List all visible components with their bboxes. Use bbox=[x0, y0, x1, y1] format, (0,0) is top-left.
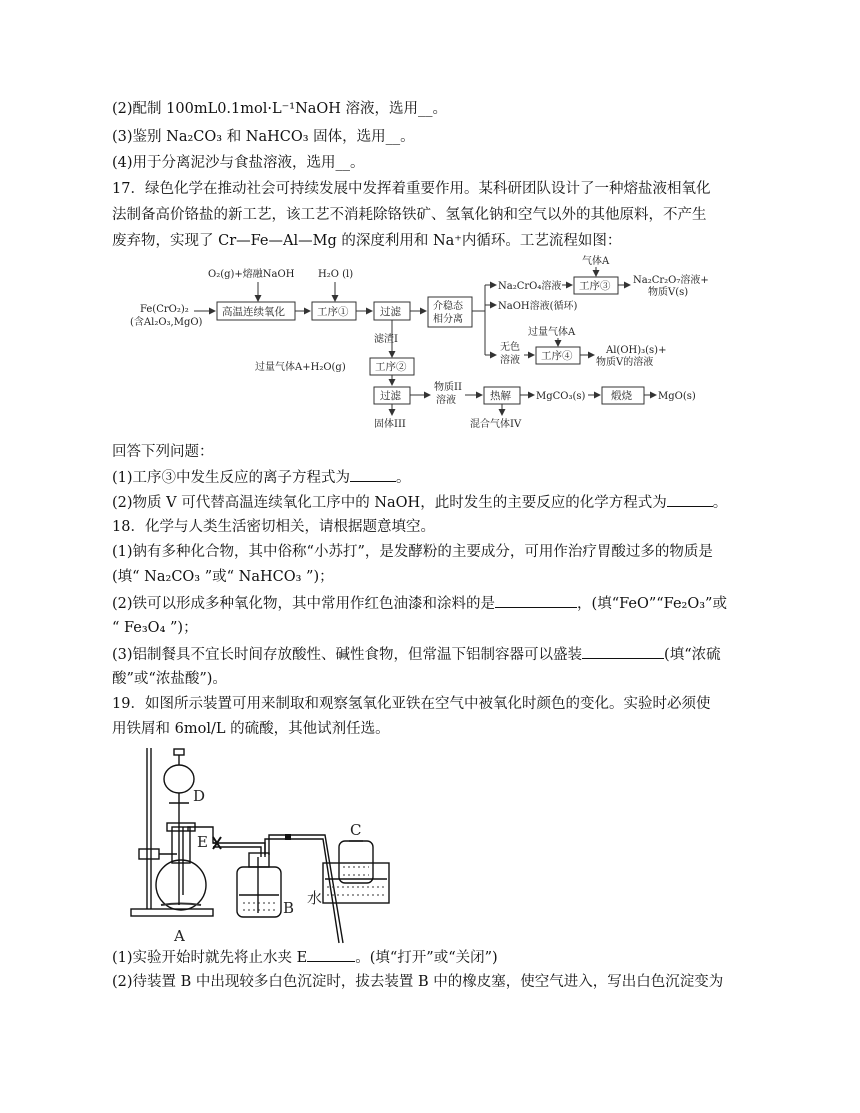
flow-filter1: 过滤 bbox=[380, 306, 401, 318]
label-funnel-d: D bbox=[193, 787, 206, 805]
flow-step-oxidation: 高温连续氧化 bbox=[222, 306, 285, 318]
flow-step1: 工序① bbox=[317, 306, 349, 318]
flow-input-o2-naoh: O₂(g)+熔融NaOH bbox=[208, 269, 295, 280]
q19-part1-end: 。(填“打开”或“关闭”) bbox=[355, 950, 498, 966]
q16-part3: (3)鉴别 Na₂CO₃ 和 NaHCO₃ 固体，选用__。 bbox=[112, 129, 415, 145]
q16-part4: (4)用于分离泥沙与食盐溶液，选用__。 bbox=[112, 155, 365, 171]
flow-product-aloh3: Al(OH)₃(s)+ bbox=[606, 345, 667, 356]
flow-na2cro4-solution: Na₂CrO₄溶液 bbox=[498, 281, 562, 292]
flow-separation-2: 相分离 bbox=[433, 314, 463, 325]
q17-part1-text: (1)工序③中发生反应的离子方程式为 bbox=[112, 470, 351, 486]
label-water: 水 bbox=[307, 889, 323, 907]
q17-part1-end: 。 bbox=[396, 470, 411, 486]
q18-part1-line2: (填“ Na₂CO₃ ”或“ NaHCO₃ ”)； bbox=[112, 569, 334, 585]
q16-part2: (2)配制 100mL0.1mol·L⁻¹NaOH 溶液，选用__。 bbox=[112, 101, 448, 117]
flow-step3: 工序③ bbox=[579, 280, 611, 292]
q19-stem-line2: 用铁屑和 6mol/L 的硫酸，其他试剂任选。 bbox=[112, 721, 390, 737]
flow-excess-gas-a: 过量气体A bbox=[528, 327, 576, 338]
flow-mgco3: MgCO₃(s) bbox=[536, 391, 586, 402]
flow-colorless: 无色 bbox=[500, 342, 520, 353]
label-clamp-e: E bbox=[197, 833, 208, 851]
q17-stem-line2: 法制备高价铬盐的新工艺，该工艺不消耗除铬铁矿、氢氧化钠和空气以外的其他原料，不产生 bbox=[112, 207, 707, 223]
flow-residue-1: 滤渣I bbox=[374, 334, 398, 345]
q18-part2-text: (2)铁可以形成多种氧化物，其中常用作红色油漆和涂料的是 bbox=[112, 596, 496, 612]
flow-step2: 工序② bbox=[375, 361, 407, 373]
q17-stem-line1: 17．绿色化学在推动社会可持续发展中发挥着重要作用。某科研团队设计了一种熔盐液相氧化 bbox=[112, 181, 711, 197]
label-bottle-c: C bbox=[350, 821, 362, 839]
label-bottle-b: B bbox=[283, 899, 295, 917]
flow-mixed-gas-4: 混合气体IV bbox=[470, 419, 522, 430]
q17-part2-text: (2)物质 V 可代替高温连续氧化工序中的 NaOH，此时发生的主要反应的化学方程式为 bbox=[112, 495, 667, 511]
label-flask-a: A bbox=[174, 927, 185, 945]
q18-part2-end: ，(填“FeO”“Fe₂O₃”或 bbox=[577, 596, 727, 612]
flow-input-gas-water: 过量气体A+H₂O(g) bbox=[255, 362, 346, 373]
flow-feed-note: (含Al₂O₃,MgO) bbox=[130, 317, 203, 328]
q17-part2 bbox=[112, 492, 727, 513]
q18-part2-line2: “ Fe₃O₄ ”)； bbox=[112, 620, 198, 636]
q18-part3-text: (3)铝制餐具不宜长时间存放酸性、碱性食物，但常温下铝制容器可以盛装 bbox=[112, 647, 583, 663]
flow-pyrolysis: 热解 bbox=[490, 390, 511, 402]
q17-part1 bbox=[112, 467, 411, 488]
flow-solution: 溶液 bbox=[500, 355, 520, 366]
flow-naoh-recycle: NaOH溶液(循环) bbox=[498, 301, 578, 312]
answer-blank bbox=[495, 593, 577, 608]
q19-stem-line1: 19．如图所示装置可用来制取和观察氢氧化亚铁在空气中被氧化时颜色的变化。实验时必须使 bbox=[112, 696, 711, 712]
flow-product-v: 物质V(s) bbox=[648, 287, 689, 298]
flow-feed: Fe(CrO₂)₂ bbox=[140, 304, 189, 315]
q17-stem-line3: 废弃物，实现了 Cr—Fe—Al—Mg 的深度利用和 Na⁺内循环。工艺流程如图： bbox=[112, 233, 622, 249]
q18-stem: 18．化学与人类生活密切相关，请根据题意填空。 bbox=[112, 519, 435, 535]
q17-part2-end: 。 bbox=[712, 495, 728, 511]
q18-part3-end: (填“浓硫 bbox=[664, 647, 721, 663]
answer-blank bbox=[350, 467, 396, 482]
flow-solid-3: 固体III bbox=[374, 419, 406, 430]
answer-blank bbox=[307, 947, 355, 962]
answer-blank bbox=[667, 492, 713, 507]
q19-part1-text: (1)实验开始时就先将止水夹 E bbox=[112, 950, 308, 966]
answer-blank bbox=[582, 644, 664, 659]
q17-prompt: 回答下列问题： bbox=[112, 444, 214, 460]
flow-input-water: H₂O (l) bbox=[318, 269, 354, 280]
q19-part2: (2)待装置 B 中出现较多白色沉淀时，拔去装置 B 中的橡皮塞，使空气进入，写出白色沉淀变为 bbox=[112, 974, 724, 990]
flow-filter2: 过滤 bbox=[380, 390, 401, 402]
q19-part1 bbox=[112, 947, 498, 968]
q18-part2-line1 bbox=[112, 593, 727, 614]
flow-material-2: 物质II bbox=[434, 382, 462, 393]
flow-product-na2cr2o7: Na₂Cr₂O₇溶液+ bbox=[633, 275, 709, 286]
flow-product-v-solution: 物质V的溶液 bbox=[596, 357, 654, 368]
flow-material-2-solution: 溶液 bbox=[436, 395, 456, 406]
q18-part1-line1: (1)钠有多种化合物，其中俗称“小苏打”，是发酵粉的主要成分，可用作治疗胃酸过多的物质是 bbox=[112, 544, 713, 560]
q18-part3-line2: 酸”或“浓盐酸”)。 bbox=[112, 671, 227, 687]
flow-step4: 工序④ bbox=[541, 350, 573, 362]
apparatus-diagram bbox=[125, 745, 415, 945]
q18-part3-line1 bbox=[112, 644, 721, 665]
flow-separation: 介稳态 bbox=[433, 301, 463, 312]
flow-mgo: MgO(s) bbox=[658, 391, 696, 402]
flow-calcination: 煅烧 bbox=[611, 390, 632, 402]
flow-gas-a: 气体A bbox=[582, 256, 610, 267]
process-flow-diagram bbox=[130, 255, 740, 433]
